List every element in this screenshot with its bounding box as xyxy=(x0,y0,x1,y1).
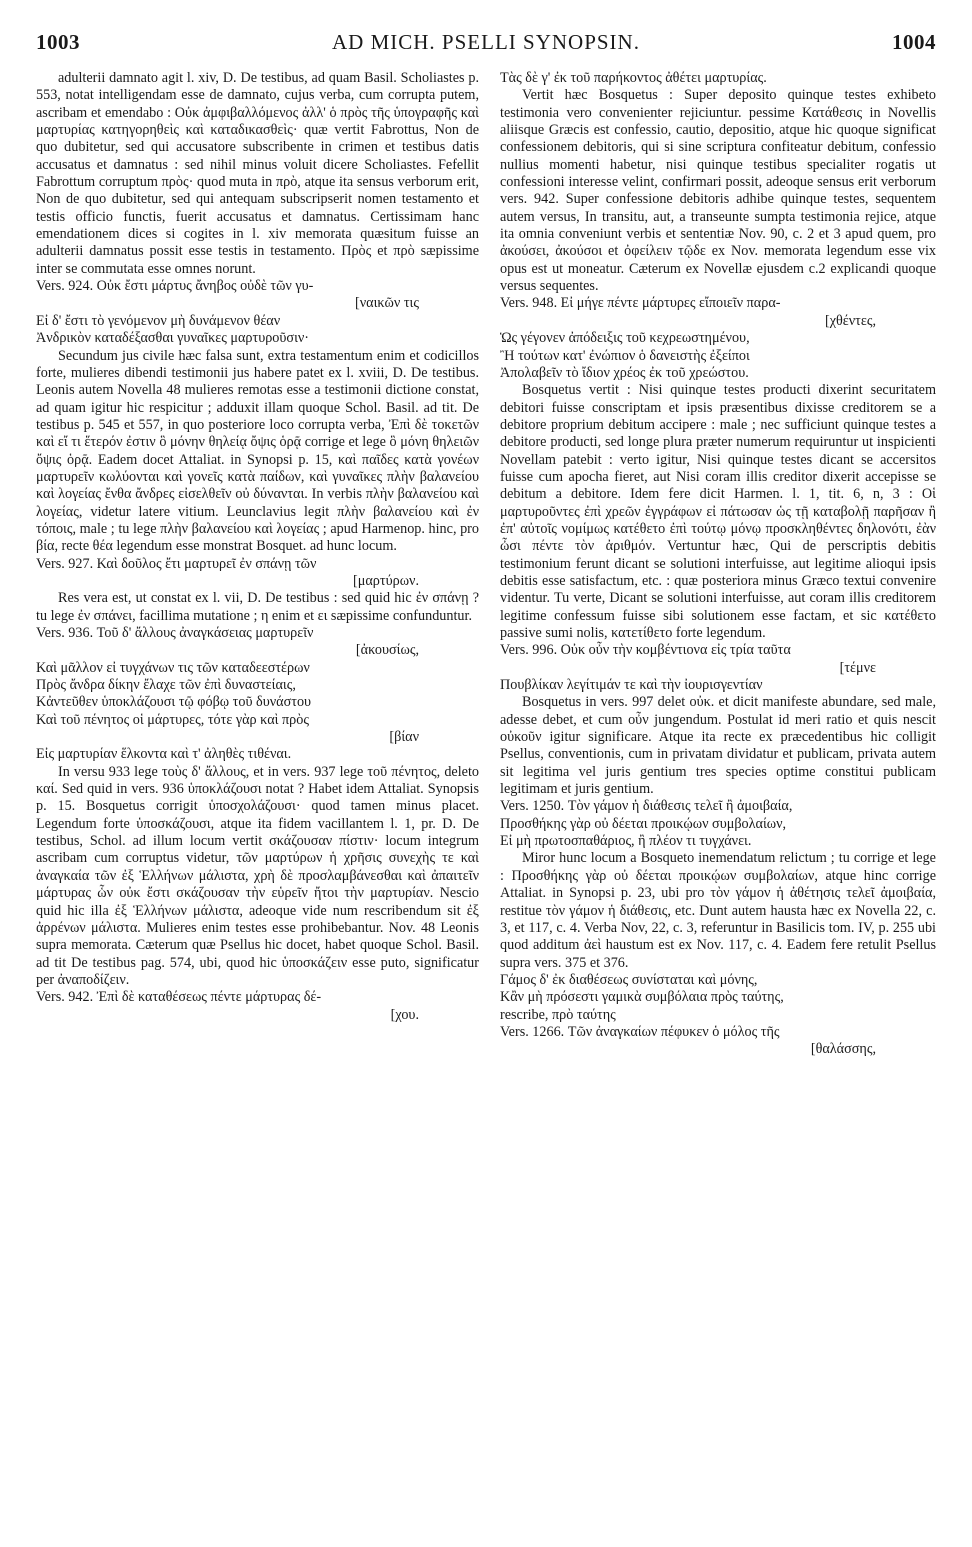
verse-continuation: [ἀκουσίως, xyxy=(355,642,419,659)
verse-line: Ἀνδρικὸν καταδέξασθαι γυναῖκες μαρτυροῦσιν· xyxy=(36,330,310,347)
verse-line: Vers. 1250. Τὸν γάμον ἡ διάθεσις τελεῖ ἢ ἀμοιβαία, xyxy=(500,798,793,815)
paragraph: adulterii damnato agit l. xiv, D. De testibus, ad quam Basil. Scholiastes p. 553, notat intelligendam esse de damnato, cujus verba, cum corrupta putem, ascribam et emendabo : Οὐκ ἀμφιβαλλόμενος ἀλλ' ὁ πρὸς τῆς ὑπογραφῆς καὶ μαρτυρίας κατηγορηθεὶς καὶ καταδικασθεὶς· quæ vertit Fabrottus, Non de quo dubitetur, sed qui accusatore subscribente in crimen et testibus datis accusatus et damnatus : sed nihil minus voluit dicere Scholiastes. Fefellit Fabrottum corruptum πρὸς· quod muta in πρὸ, atque ita sensus verborum erit, Non de quo dubitetur, sed qui antequam subscripserit nomen testamento et testis officio functis, fuerit accusatus et damnatus. Certissimam hanc emendationem dices si cogites in l. xiv memorata quæsitum fuisse an adulterii damnatus possit esse testis in testamento. Πρὸς et πρὸ sæpissime inter se commutata esse omnes norunt. xyxy=(36,70,479,277)
verse-line: Vers. 1266. Τῶν ἀναγκαίων πέφυκεν ὁ μόλος τῆς xyxy=(500,1023,780,1040)
verse-line: Προσθήκης γὰρ οὐ δέεται προικῴων συμβολαίων, xyxy=(500,815,787,832)
verse-line: Πρὸς ἄνδρα δίκην ἔλαχε τῶν ἐπὶ δυναστείαις, xyxy=(36,677,296,694)
verse-line: Τὰς δὲ γ' ἐκ τοῦ παρήκοντος ἀθέτει μαρτυρίας. xyxy=(500,70,767,86)
page-header xyxy=(36,30,936,58)
paragraph: Secundum jus civile hæc falsa sunt, extra testamentum enim et codicillos forte, mulieres dibendi testimonii jus habere patet ex l. xviii, D. De testibus. Leonis autem Novella 48 mulieres remotas esse a testimonii dictione constat, ad quam igitur hic respicitur ; adduxit illam quoque Schol. Basil. ad tit. De testibus p. 545 et 557, in quo posteriore loco corrupta verba, Ἐπὶ δὲ τοκετῶν καὶ εἴ τι ἕτερόν ἐστιν ὃ μόνην θηλείᾳ ὄψις ὁρᾷ corrige et lege ὃ μόνη θηλειῶν ὄψις ὁρᾷ. Eadem docet Attaliat. in Synopsi p. 15, καὶ παῖδες κατὰ γονέων μαρτυρεῖν κωλύονται καὶ γονεῖς κατὰ παίδων, καὶ γυναῖκες πλὴν βαλανείου καὶ λογείας ἔνθα ἄνδρες εἰσελθεῖν οὐ δύνανται. In verbis πλὴν βαλανείου καὶ λογείας, videtur latere vitium. Leunclavius legit πλὴν βαλανείου καὶ ἐν τόποις, male ; tu lege πλὴν βαλανείου καὶ λογείας ; apud Harmenop. hinc, pro βία, recte θέα legendum esse monstrat Bosquet. ad hunc locum. xyxy=(36,347,479,555)
left-column xyxy=(36,70,479,1530)
verse-line: Vers. 942. Ἐπὶ δὲ καταθέσεως πέντε μάρτυρας δέ- xyxy=(36,989,322,1006)
verse-line: Vers. 948. Εἰ μήγε πέντε μάρτυρες εἴποιεῖν παρα- xyxy=(500,295,781,312)
paragraph: Miror hunc locum a Bosqueto inemendatum relictum ; tu corrige et lege : Προσθήκης γὰρ οὐ δέεται προικῴων συμβολαίων, atque hinc corrige Attaliat. in Synopsi p. 23, ubi pro τὸν γάμον ἡ ἀθέτησις τελεῖ ἀμοιβαία, restitue τὸν γάμον ἡ διάθεσις, etc. Dunt autem hausta hæc ex Novella 22, c. 3, et 117, c. 4. Verba Nov, 22, c. 3, referuntur in Basilicis tom. IV, p. 255 ubi quod additum ἀεὶ haustum est ex Nov. 117, c. 4. Eadem fere retulit Psellus supra vers. 375 et 376. xyxy=(500,850,936,971)
verse-line: Εἰ μὴ πρωτοσπαθάριος, ἢ πλέον τι τυγχάνει. xyxy=(500,833,752,850)
verse-line: Κἀντεῦθεν ὑποκλάζουσι τῷ φόβῳ τοῦ δυνάστου xyxy=(36,694,312,711)
paragraph: In versu 933 lege τοὺς δ' ἄλλους, et in vers. 937 lege τοῦ πένητος, deleto καί. Sed quid in vers. 936 ὑποκλάζουσι notat ? Habet idem Attaliat. Synopsis p. 15. Bosquetus corrigit ὑποσχολάζουσι· quod tamen minus placet. Legendum forte ὑποσκάζουσι, atque ita fidem vacillantem l. 1, pr. D. De testibus, Schol. ad illum locum vertit σκάζουσαν πίστιν· locum integrum ascribam cum corruptus videtur, τῶν μαρτύρων ἡ χρῆσις συνεχὴς τε καὶ ἀναγκαία τῶν ἐξ Ἑλλήνων μάλιστα, χρὴ δὲ προσλαμβάνεσθαι καὶ ἀπαιτεῖν μάρτυρας ὧν οὐκ ἔστι σκάζουσαν τὴν εὑρεῖν ἤτοι τὴν μαρτυρίαν. Nescio quid hic illa ἐξ Ἑλλήνων μάλιστα, adeoque vide num rescribendum sit ἐξ ἀρρένων μάλιστα. Mulieres enim testes esse prohibebantur. Nov. 48 Leonis supra memorata. Cæterum quæ Psellus hic docet, habet quoque Schol. Basil. ad tit De testibus pag. 574, ubi, quod hic ὑποσκάζειν esse puto, significatur per ἀναποδίζειν. xyxy=(36,763,479,988)
verse-line: Κἂν μὴ πρόσεστι γαμικὰ συμβόλαια πρὸς ταύτης, xyxy=(500,989,784,1006)
verse-line: Εἰ δ' ἔστι τὸ γενόμενον μὴ δυνάμενον θέαν xyxy=(36,312,281,329)
right-column xyxy=(500,70,936,1530)
paragraph: Bosquetus vertit : Nisi quinque testes producti dixerint securitatem debitori fuisse conscriptam et ipsis præsentibus dixisse creditorem se a debitore proprium debitum accipere : male ; nec sufficiunt quinque testes a debitore producti, sed longe plura præter numerum requiruntur ut inspicienti Novellam patebit : verto igitur, Nisi quinque testes dicant se accersitos fuisse cum apocha fieret, aut Nisi coram illis creditor dixerit accepisse se debitum a debitore. Idem fere dicit Harmen. l. 1, tit. 6, n, 3 : Οἱ μαρτυροῦντες ἐπὶ χρεῶν ἐγγράφων εἰ πάτωσαν ὡς τῇ καταβολῇ παρῆσαν ἢ ἐπ' αὐτοῖς νομίμως κατέθετο ἐπὶ τούτῳ μόνῳ προσκληθέντες δηλονότι, ἐὰν ὦσι πέντε τὸν ἀριθμόν. Vertuntur hæc, Qui de perscriptis debitis testimonium ferunt dicant se solutioni interfuisse, aut legitime alioqui ipsis debitis esse satisfactum, etc. : quæ posteriora minus Græco textui convenire videntur. Tu verte, Dicant se solutioni interfuisse, aut coram illis creditorem legitime confessum fuisse sibi solutionem esse factam, et sic κατέθετο passive sumi nolis, κατετίθετο forte legendum. xyxy=(500,382,936,641)
verse-line: Ἢ τούτων κατ' ἐνώπιον ὁ δανειστὴς ἐξείποι xyxy=(500,347,750,364)
right-page-number: 1004 xyxy=(892,30,936,54)
verse-continuation: [βίαν xyxy=(389,729,419,746)
verse-continuation: [θαλάσσης, xyxy=(810,1041,876,1058)
left-page-number: 1003 xyxy=(36,30,80,54)
paragraph: Vertit hæc Bosquetus : Super deposito quinque testes exhibeto testimonia vero convenienter rejiciuntur. pessime Κατάθεσις in Novellis aliisque Græcis est confessio, cautio, depositio, atque hic quoque significat confessionem debitoris, qui si sine scriptura confiteatur debitum, confessio nullius momenti habetur, nisi quinque testibus specialiter rogatis ut confessioni interesse velint, confirmari possit, adeoque sensus erit verborum vers. 942. Super confessione debitoris adhibe quinque testes, sequentem autem versus, In transitu, aut, a transeunte sumpta testimonia rejice, atque ita omnia conveniunt verbis et sententiæ Nov. 90, c. 2 et 3 apud quem, pro ἀκούσει, ἀκούσοι et ὀφείλειν τῷδε ex Nov. memorata legendum esse vix opus est ut moneatur. Cæterum ex Novellæ ejusdem c.2 explicandi quoque versus sequentes. xyxy=(500,87,936,295)
paragraph: Res vera est, ut constat ex l. vii, D. De testibus : sed quid hic ἐν σπάνῃ ? tu lege ἐν σπάνει, facillima mutatione ; η enim et ει sæpissime confunduntur. xyxy=(36,590,479,624)
verse-line: Vers. 927. Καὶ δοῦλος ἔτι μαρτυρεῖ ἐν σπάνῃ τῶν xyxy=(36,555,317,572)
verse-line: Ἀπολαβεῖν τὸ ἴδιον χρέος ἐκ τοῦ χρεώστου. xyxy=(500,364,749,381)
verse-line: Vers. 996. Οὐκ οὖν τὴν κομβέντιονα εἰς τρία ταῦτα xyxy=(500,642,791,659)
verse-continuation: [ναικῶν τις xyxy=(355,295,419,312)
verse-line: Vers. 936. Τοῦ δ' ἄλλους ἀναγκάσειας μαρτυρεῖν xyxy=(36,625,314,641)
verse-line: Πουβλίκαν λεγίτιμάν τε καὶ τὴν ἰουρισγεντίαν xyxy=(500,677,763,694)
verse-line: Vers. 924. Οὐκ ἔστι μάρτυς ἄνηβος οὐδὲ τῶν γυ- xyxy=(36,278,314,295)
verse-continuation: [χθέντες, xyxy=(824,312,876,329)
verse-line: Εἰς μαρτυρίαν ἕλκοντα καὶ τ' ἀληθὲς τιθέναι. xyxy=(36,746,292,763)
verse-continuation: [μαρτύρων. xyxy=(353,572,419,589)
verse-line: Ὡς γέγονεν ἀπόδειξις τοῦ κεχρεωστημένου, xyxy=(500,330,750,347)
verse-line: Γάμος δ' ἐκ διαθέσεως συνίσταται καὶ μόνης, xyxy=(500,971,758,988)
verse-line: Καὶ τοῦ πένητος οἱ μάρτυρες, τότε γὰρ καὶ πρὸς xyxy=(36,711,309,728)
running-title: AD MICH. PSELLI SYNOPSIN. xyxy=(332,30,640,54)
paragraph: Bosquetus in vers. 997 delet οὐκ. et dicit manifeste abundare, sed male, adesse debet, et cum οὖν jungendum. Postulat id meri ratio et quis nescit οὐκοῦν igitur significare. Atque ita recte ex præcedentibus hic colligit Psellus, conventionis, cum in privatam dividatur et publicam, privata autem sit legitima vel juris gentium tres species optime constitui publicam legitimam et juris gentium. xyxy=(500,694,936,798)
note-line: rescribe, πρὸ ταύτης xyxy=(500,1006,616,1023)
verse-line: Καὶ μᾶλλον εἰ τυγχάνων τις τῶν καταδεεστέρων xyxy=(36,659,310,676)
verse-continuation: [τέμνε xyxy=(839,659,876,676)
verse-continuation: [χου. xyxy=(390,1006,419,1023)
